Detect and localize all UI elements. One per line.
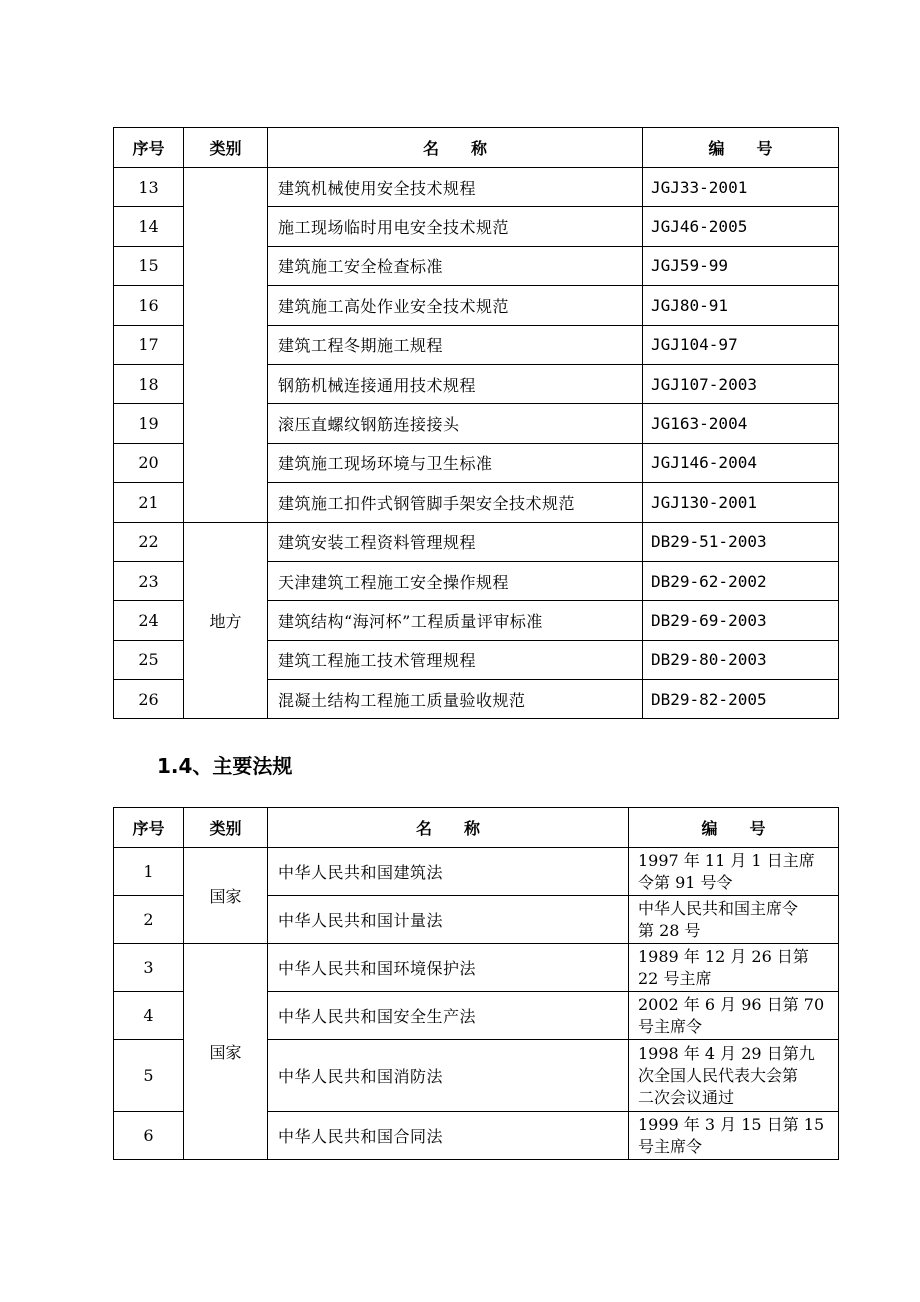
row-seq: 16: [114, 286, 184, 325]
row-code: JGJ80-91: [643, 286, 839, 325]
row-code-line: 1989 年 12 月 26 日第: [638, 946, 809, 966]
row-code: JGJ130-2001: [643, 483, 839, 522]
row-name: 滚压直螺纹钢筋连接接头: [268, 404, 643, 443]
row-name: 建筑工程冬期施工规程: [268, 325, 643, 364]
row-name: 建筑施工扣件式钢管脚手架安全技术规范: [268, 483, 643, 522]
row-code-line: 22 号主席: [638, 968, 712, 988]
table-row: [114, 848, 839, 896]
row-category: 国家: [184, 944, 268, 1160]
row-code-line: 次全国人民代表大会第: [638, 1065, 799, 1085]
header-seq: 序号: [114, 128, 184, 168]
row-seq: 21: [114, 483, 184, 522]
row-seq: 19: [114, 404, 184, 443]
row-code: JG163-2004: [643, 404, 839, 443]
row-code-line: 号主席令: [638, 1016, 703, 1036]
section-heading: 1.4、主要法规: [157, 754, 293, 778]
row-seq: 26: [114, 680, 184, 719]
row-seq: 1: [114, 848, 184, 896]
row-code: [629, 848, 839, 896]
row-name: 中华人民共和国计量法: [268, 896, 629, 944]
row-seq: 24: [114, 601, 184, 640]
row-code-line: 中华人民共和国主席令: [638, 898, 799, 918]
row-name: 中华人民共和国建筑法: [268, 848, 629, 896]
row-seq: 20: [114, 443, 184, 482]
row-name: 中华人民共和国消防法: [268, 1040, 629, 1112]
row-seq: 13: [114, 168, 184, 207]
row-code: JGJ46-2005: [643, 207, 839, 246]
header-name: 名 称: [268, 128, 643, 168]
row-code-line: 1999 年 3 月 15 日第 15: [638, 1114, 825, 1134]
row-name: 中华人民共和国环境保护法: [268, 944, 629, 992]
table-header-row: [114, 808, 839, 848]
row-seq: 14: [114, 207, 184, 246]
header-name: 名 称: [268, 808, 629, 848]
header-seq: 序号: [114, 808, 184, 848]
row-name: 建筑机械使用安全技术规程: [268, 168, 643, 207]
row-name: 中华人民共和国安全生产法: [268, 992, 629, 1040]
row-code: DB29-51-2003: [643, 522, 839, 561]
row-code-line: 二次会议通过: [638, 1087, 735, 1107]
row-code: [629, 944, 839, 992]
row-code-line: 2002 年 6 月 96 日第 70: [638, 994, 825, 1014]
row-code: DB29-62-2002: [643, 561, 839, 600]
row-name: 建筑结构“海河杯”工程质量评审标准: [268, 601, 643, 640]
header-category: 类别: [184, 128, 268, 168]
row-category: 国家: [184, 848, 268, 944]
row-code: JGJ104-97: [643, 325, 839, 364]
row-name: 建筑施工高处作业安全技术规范: [268, 286, 643, 325]
row-code: [629, 1112, 839, 1160]
row-code: DB29-82-2005: [643, 680, 839, 719]
row-code-line: 1997 年 11 月 1 日主席: [638, 850, 815, 870]
row-seq: 2: [114, 896, 184, 944]
header-code: 编 号: [629, 808, 839, 848]
row-name: 钢筋机械连接通用技术规程: [268, 364, 643, 403]
row-seq: 25: [114, 640, 184, 679]
header-category: 类别: [184, 808, 268, 848]
table-header-row: [114, 128, 839, 168]
standards-table: [113, 127, 839, 719]
row-seq: 23: [114, 561, 184, 600]
row-name: 中华人民共和国合同法: [268, 1112, 629, 1160]
row-code: JGJ59-99: [643, 246, 839, 285]
row-code: DB29-69-2003: [643, 601, 839, 640]
row-seq: 4: [114, 992, 184, 1040]
row-seq: 15: [114, 246, 184, 285]
row-code: JGJ107-2003: [643, 364, 839, 403]
row-code: JGJ146-2004: [643, 443, 839, 482]
table-row: [114, 944, 839, 992]
row-name: 建筑工程施工技术管理规程: [268, 640, 643, 679]
row-code-line: 第 28 号: [638, 920, 701, 940]
header-code: 编 号: [643, 128, 839, 168]
row-seq: 5: [114, 1040, 184, 1112]
row-name: 建筑施工现场环境与卫生标准: [268, 443, 643, 482]
row-seq: 6: [114, 1112, 184, 1160]
row-code-line: 1998 年 4 月 29 日第九: [638, 1043, 815, 1063]
row-name: 建筑安装工程资料管理规程: [268, 522, 643, 561]
row-code: [629, 992, 839, 1040]
regulations-table: [113, 807, 839, 1160]
row-code: [629, 896, 839, 944]
row-seq: 22: [114, 522, 184, 561]
table-row: [114, 168, 839, 207]
row-code: [629, 1040, 839, 1112]
table-row: [114, 522, 839, 561]
row-code: DB29-80-2003: [643, 640, 839, 679]
row-seq: 3: [114, 944, 184, 992]
row-name: 混凝土结构工程施工质量验收规范: [268, 680, 643, 719]
row-seq: 18: [114, 364, 184, 403]
row-name: 施工现场临时用电安全技术规范: [268, 207, 643, 246]
row-category: 地方: [184, 522, 268, 719]
row-name: 建筑施工安全检查标准: [268, 246, 643, 285]
row-code-line: 号主席令: [638, 1136, 703, 1156]
row-code-line: 令第 91 号令: [638, 872, 733, 892]
row-name: 天津建筑工程施工安全操作规程: [268, 561, 643, 600]
row-seq: 17: [114, 325, 184, 364]
row-code: JGJ33-2001: [643, 168, 839, 207]
row-category: [184, 168, 268, 523]
